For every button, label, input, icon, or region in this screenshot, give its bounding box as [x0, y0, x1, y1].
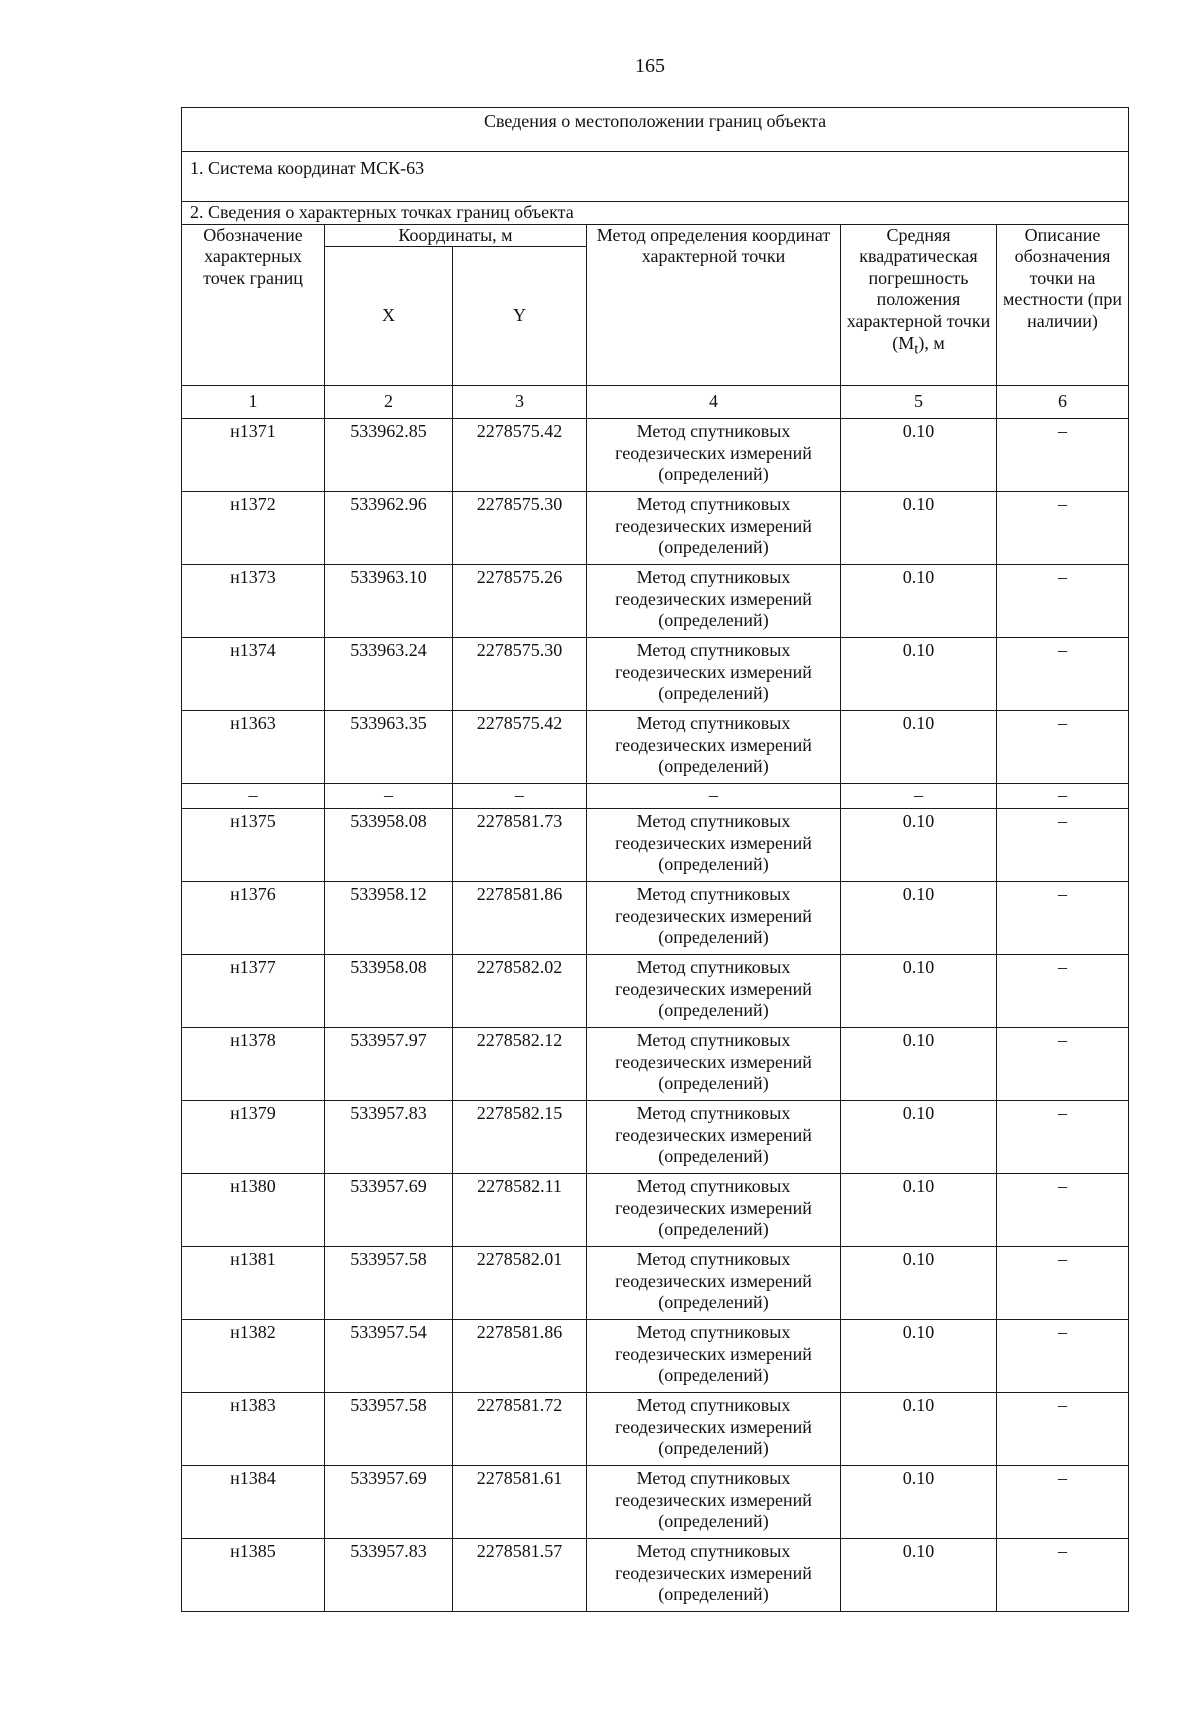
separator-row [182, 784, 1129, 809]
column-number: 6 [997, 386, 1129, 419]
cell-x: 533957.83 [325, 1539, 453, 1612]
cell-x: 533957.69 [325, 1174, 453, 1247]
cell-y: 2278575.42 [453, 711, 587, 784]
header-x: X [325, 247, 453, 386]
cell-error: 0.10 [841, 419, 997, 492]
cell-method: Метод спутниковых геодезических измерений (определений) [587, 809, 841, 882]
cell-description: – [997, 809, 1129, 882]
cell-description: – [997, 711, 1129, 784]
cell-y: 2278581.57 [453, 1539, 587, 1612]
header-coordinates: Координаты, м [325, 224, 587, 247]
cell-description: – [997, 1393, 1129, 1466]
cell-error: 0.10 [841, 565, 997, 638]
cell-x: 533957.58 [325, 1247, 453, 1320]
cell-point: н1372 [182, 492, 325, 565]
header-y: Y [453, 247, 587, 386]
cell-y: 2278582.02 [453, 955, 587, 1028]
page-number: 165 [635, 55, 665, 77]
cell-error: 0.10 [841, 711, 997, 784]
cell-method: Метод спутниковых геодезических измерений (определений) [587, 1393, 841, 1466]
cell-y: 2278582.12 [453, 1028, 587, 1101]
cell-point: н1371 [182, 419, 325, 492]
cell-point: н1384 [182, 1466, 325, 1539]
cell-error: 0.10 [841, 1466, 997, 1539]
boundary-points-table [181, 107, 1129, 1612]
cell-y: 2278582.01 [453, 1247, 587, 1320]
header-error: Средняя квадратическая погрешность положения характерной точки $(M_t)$, м [841, 224, 997, 386]
cell-x: 533963.10 [325, 565, 453, 638]
cell-method: Метод спутниковых геодезических измерений (определений) [587, 1466, 841, 1539]
cell-point: н1380 [182, 1174, 325, 1247]
cell-x: 533962.96 [325, 492, 453, 565]
cell-description: – [997, 492, 1129, 565]
coordinate-system: 1. Система координат МСК-63 [182, 152, 1129, 202]
cell-x: 533958.08 [325, 955, 453, 1028]
cell-error: 0.10 [841, 492, 997, 565]
table-row [182, 1028, 1129, 1101]
cell-error: 0.10 [841, 882, 997, 955]
cell-method: Метод спутниковых геодезических измерений (определений) [587, 492, 841, 565]
table-row [182, 1539, 1129, 1612]
table-row [182, 1466, 1129, 1539]
cell-description: – [997, 1539, 1129, 1612]
cell-x: 533957.83 [325, 1101, 453, 1174]
cell-point: н1383 [182, 1393, 325, 1466]
cell-error: 0.10 [841, 809, 997, 882]
cell-method: – [587, 784, 841, 809]
cell-description: – [997, 1466, 1129, 1539]
cell-description: – [997, 1320, 1129, 1393]
cell-method: Метод спутниковых геодезических измерений (определений) [587, 638, 841, 711]
column-number: 4 [587, 386, 841, 419]
cell-error: 0.10 [841, 1539, 997, 1612]
cell-y: 2278575.30 [453, 638, 587, 711]
cell-y: – [453, 784, 587, 809]
cell-error: 0.10 [841, 955, 997, 1028]
cell-description: – [997, 1028, 1129, 1101]
cell-method: Метод спутниковых геодезических измерений (определений) [587, 1320, 841, 1393]
cell-method: Метод спутниковых геодезических измерений (определений) [587, 419, 841, 492]
header-point-designation: Обозначение характерных точек границ [182, 224, 325, 386]
cell-y: 2278581.73 [453, 809, 587, 882]
cell-method: Метод спутниковых геодезических измерений (определений) [587, 711, 841, 784]
cell-y: 2278581.86 [453, 1320, 587, 1393]
section-title: 2. Сведения о характерных точках границ объекта [182, 202, 1129, 225]
cell-description: – [997, 1101, 1129, 1174]
cell-point: н1376 [182, 882, 325, 955]
table-title: Сведения о местоположении границ объекта [182, 108, 1129, 152]
cell-error: 0.10 [841, 1320, 997, 1393]
cell-x: 533957.97 [325, 1028, 453, 1101]
cell-method: Метод спутниковых геодезических измерений (определений) [587, 1247, 841, 1320]
cell-point: н1377 [182, 955, 325, 1028]
cell-y: 2278581.86 [453, 882, 587, 955]
table-row [182, 1174, 1129, 1247]
cell-point: н1363 [182, 711, 325, 784]
cell-error: 0.10 [841, 638, 997, 711]
cell-method: Метод спутниковых геодезических измерений (определений) [587, 565, 841, 638]
table-row [182, 1393, 1129, 1466]
cell-method: Метод спутниковых геодезических измерений (определений) [587, 1174, 841, 1247]
cell-x: 533958.12 [325, 882, 453, 955]
table-row [182, 1320, 1129, 1393]
cell-description: – [997, 1247, 1129, 1320]
cell-point: н1378 [182, 1028, 325, 1101]
cell-y: 2278575.26 [453, 565, 587, 638]
cell-description: – [997, 882, 1129, 955]
cell-point: н1385 [182, 1539, 325, 1612]
cell-y: 2278582.15 [453, 1101, 587, 1174]
cell-error: 0.10 [841, 1028, 997, 1101]
cell-x: 533958.08 [325, 809, 453, 882]
cell-y: 2278581.72 [453, 1393, 587, 1466]
cell-point: н1373 [182, 565, 325, 638]
cell-y: 2278575.30 [453, 492, 587, 565]
cell-error: 0.10 [841, 1101, 997, 1174]
cell-x: 533963.35 [325, 711, 453, 784]
cell-y: 2278581.61 [453, 1466, 587, 1539]
table-row [182, 492, 1129, 565]
table-row [182, 1247, 1129, 1320]
cell-x: 533957.54 [325, 1320, 453, 1393]
cell-point: н1379 [182, 1101, 325, 1174]
cell-y: 2278575.42 [453, 419, 587, 492]
table-row [182, 809, 1129, 882]
table-row [182, 565, 1129, 638]
cell-x: 533962.85 [325, 419, 453, 492]
cell-description: – [997, 955, 1129, 1028]
cell-x: – [325, 784, 453, 809]
table-row [182, 638, 1129, 711]
column-number: 1 [182, 386, 325, 419]
cell-x: 533963.24 [325, 638, 453, 711]
cell-description: – [997, 419, 1129, 492]
column-number: 3 [453, 386, 587, 419]
cell-description: – [997, 784, 1129, 809]
cell-error: 0.10 [841, 1247, 997, 1320]
cell-point: н1375 [182, 809, 325, 882]
table-row [182, 1101, 1129, 1174]
header-description: Описание обозначения точки на местности (при наличии) [997, 224, 1129, 386]
cell-point: н1382 [182, 1320, 325, 1393]
column-number: 5 [841, 386, 997, 419]
cell-point: – [182, 784, 325, 809]
cell-description: – [997, 1174, 1129, 1247]
cell-method: Метод спутниковых геодезических измерений (определений) [587, 1028, 841, 1101]
cell-x: 533957.69 [325, 1466, 453, 1539]
table-row [182, 419, 1129, 492]
cell-error: 0.10 [841, 1393, 997, 1466]
cell-method: Метод спутниковых геодезических измерений (определений) [587, 1101, 841, 1174]
cell-y: 2278582.11 [453, 1174, 587, 1247]
cell-point: н1374 [182, 638, 325, 711]
cell-description: – [997, 638, 1129, 711]
cell-x: 533957.58 [325, 1393, 453, 1466]
header-method: Метод определения координат характерной точки [587, 224, 841, 386]
cell-method: Метод спутниковых геодезических измерений (определений) [587, 955, 841, 1028]
column-number: 2 [325, 386, 453, 419]
table-row [182, 955, 1129, 1028]
table-row [182, 882, 1129, 955]
cell-error: – [841, 784, 997, 809]
cell-method: Метод спутниковых геодезических измерений (определений) [587, 882, 841, 955]
table-row [182, 711, 1129, 784]
cell-description: – [997, 565, 1129, 638]
cell-method: Метод спутниковых геодезических измерений (определений) [587, 1539, 841, 1612]
cell-error: 0.10 [841, 1174, 997, 1247]
cell-point: н1381 [182, 1247, 325, 1320]
